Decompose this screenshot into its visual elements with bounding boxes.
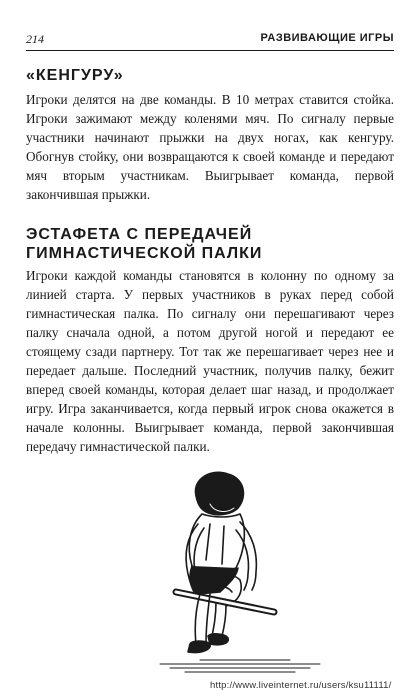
section-body-relay: Игроки каждой команды становятся в колонну по одному за линией старта. У первых участников в руках перед собой гимнастическая палка. По сигналу они перешагивают через палку сначала одной, а потом другой ногой и передают ее стоящему сзади партнеру. Тот так же перешагивает через нее и передает дальше. Последний участник, получив палку, бежит вперед своей команды, которая делает шаг назад, и продолжает игру. Игра заканчивается, когда первый игрок снова окажется в начале колонны. Выигрывает команда, первой закончившая передачу гимнастической палки. [26, 268, 394, 454]
section-title-kangaroo: «КЕНГУРУ» [26, 67, 124, 84]
running-head [26, 32, 394, 51]
watermark-url: http://www.liveinternet.ru/users/ksu11111/ [210, 680, 392, 691]
page-number: 214 [26, 32, 44, 46]
ground-shadow [160, 660, 320, 672]
section-title-relay: ЭСТАФЕТА С ПЕРЕДАЧЕЙ ГИМНАСТИЧЕСКОЙ ПАЛКИ [26, 226, 263, 262]
boy-stepping-over-stick-illustration [140, 468, 340, 678]
running-head-title: РАЗВИВАЮЩИЕ ИГРЫ [260, 32, 394, 44]
section-body-kangaroo: Игроки делятся на две команды. В 10 метрах ставится стойка. Игроки зажимают между коленями мяч. По сигналу первые участники начинают прыжки на двух ногах, как кенгуру. Обогнув стойку, они возвращаются к своей команде и передают мяч вторым участникам. Выигрывает команда, первой закончившая прыжки. [26, 92, 394, 202]
